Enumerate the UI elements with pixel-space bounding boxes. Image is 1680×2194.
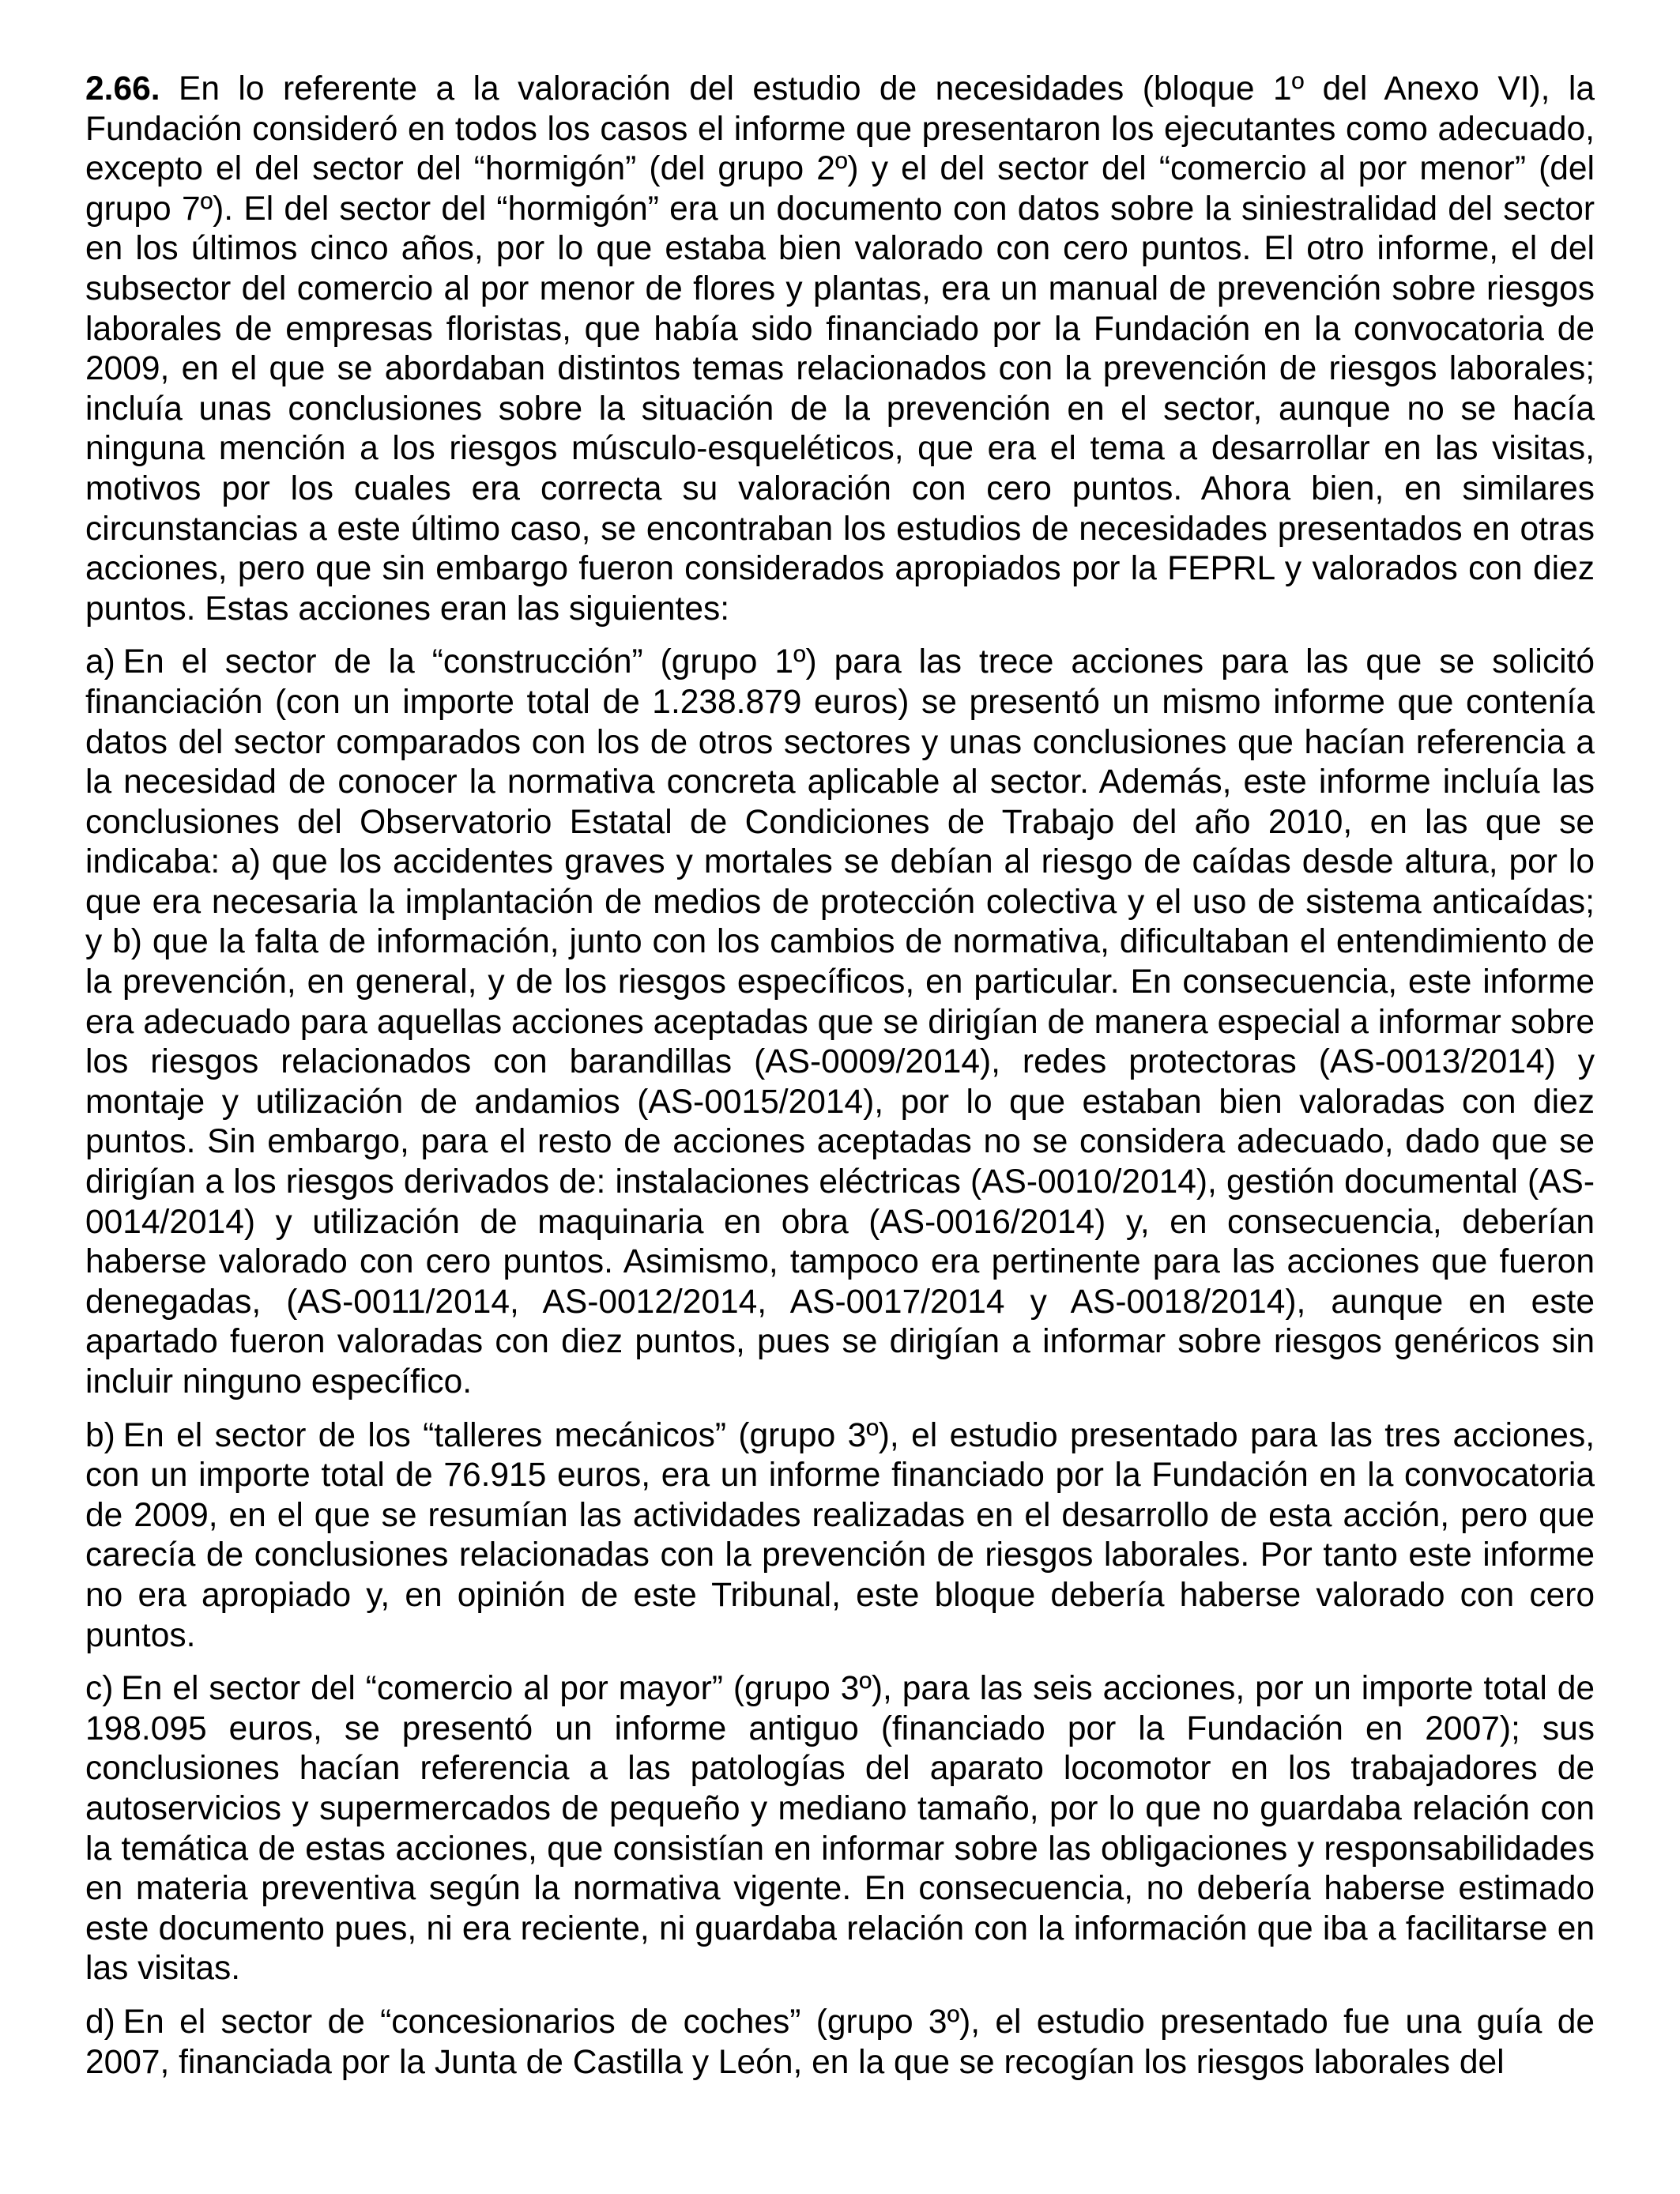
- list-item-c: [85, 1669, 1595, 1989]
- paragraph-2-66: [85, 70, 1595, 629]
- list-item-label: b): [85, 1416, 115, 1454]
- paragraph-number: 2.66.: [85, 70, 160, 107]
- list-item-b: [85, 1416, 1595, 1657]
- list-item-label: a): [85, 643, 115, 681]
- list-item-text: En el sector de los “talleres mecánicos” (grupo 3º), el estudio presentado para las tres acciones, con un importe total de 76.915 euros, era un informe financiado por la Fundación en la convocatoria de 2009, en el que se resumían las actividades realizadas en el desarrollo de esta acción, pero que carecía de conclusiones relacionadas con la prevención de riesgos laborales. Por tanto este informe no era apropiado y, en opinión de este Tribunal, este bloque debería haberse valorado con cero puntos.: [85, 1416, 1595, 1654]
- paragraph-intro-text: En lo referente a la valoración del estudio de necesidades (bloque 1º del Anexo VI), la Fundación consideró en todos los casos el informe que presentaron los ejecutantes como adecuado, excepto el del sector del “hormigón” (del grupo 2º) y el del sector del “comercio al por menor” (del grupo 7º). El del sector del “hormigón” era un documento con datos sobre la siniestralidad del sector en los últimos cinco años, por lo que estaba bien valorado con cero puntos. El otro informe, el del subsector del comercio al por menor de flores y plantas, era un manual de prevención sobre riesgos laborales de empresas floristas, que había sido financiado por la Fundación en la convocatoria de 2009, en el que se abordaban distintos temas relacionados con la prevención de riesgos laborales; incluía unas conclusiones sobre la situación de la prevención en el sector, aunque no se hacía ninguna mención a los riesgos músculo-esqueléticos, que era el tema a desarrollar en las visitas, motivos por los cuales era correcta su valoración con cero puntos. Ahora bien, en similares circunstancias a este último caso, se encontraban los estudios de necesidades presentados en otras acciones, pero que sin embargo fueron considerados apropiados por la FEPRL y valorados con diez puntos. Estas acciones eran las siguientes:: [85, 70, 1595, 628]
- list-item-label: d): [85, 2003, 115, 2041]
- list-item-text: En el sector de la “construcción” (grupo 1º) para las trece acciones para las que se solicitó financiación (con un importe total de 1.238.879 euros) se presentó un mismo informe que contenía datos del sector comparados con los de otros sectores y unas conclusiones que hacían referencia a la necesidad de conocer la normativa concreta aplicable al sector. Además, este informe incluía las conclusiones del Observatorio Estatal de Condiciones de Trabajo del año 2010, en las que se indicaba: a) que los accidentes graves y mortales se debían al riesgo de caídas desde altura, por lo que era necesaria la implantación de medios de protección colectiva y el uso de sistema anticaídas; y b) que la falta de información, junto con los cambios de normativa, dificultaban el entendimiento de la prevención, en general, y de los riesgos específicos, en particular. En consecuencia, este informe era adecuado para aquellas acciones aceptadas que se dirigían de manera especial a informar sobre los riesgos relacionados con barandillas (AS-0009/2014), redes protectoras (AS-0013/2014) y montaje y utilización de andamios (AS-0015/2014), por lo que estaban bien valoradas con diez puntos. Sin embargo, para el resto de acciones aceptadas no se considera adecuado, dado que se dirigían a los riesgos derivados de: instalaciones eléctricas (AS-0010/2014), gestión documental (AS-0014/2014) y utilización de maquinaria en obra (AS-0016/2014) y, en consecuencia, deberían haberse valorado con cero puntos. Asimismo, tampoco era pertinente para las acciones que fueron denegadas, (AS-0011/2014, AS-0012/2014, AS-0017/2014 y AS-0018/2014), aunque en este apartado fueron valoradas con diez puntos, pues se dirigían a informar sobre riesgos genéricos sin incluir ninguno específico.: [85, 643, 1595, 1400]
- list-item-text: En el sector de “concesionarios de coches” (grupo 3º), el estudio presentado fue una guía de 2007, financiada por la Junta de Castilla y León, en la que se recogían los riesgos laborales del: [85, 2003, 1595, 2081]
- list-item-d: [85, 2003, 1595, 2083]
- list-item-label: c): [85, 1670, 114, 1708]
- list-item-text: En el sector del “comercio al por mayor” (grupo 3º), para las seis acciones, por un importe total de 198.095 euros, se presentó un informe antiguo (financiado por la Fundación en 2007); sus conclusiones hacían referencia a las patologías del aparato locomotor en los trabajadores de autoservicios y supermercados de pequeño y mediano tamaño, por lo que no guardaba relación con la temática de estas acciones, que consistían en informar sobre las obligaciones y responsabilidades en materia preventiva según la normativa vigente. En consecuencia, no debería haberse estimado este documento pues, ni era reciente, ni guardaba relación con la información que iba a facilitarse en las visitas.: [85, 1670, 1595, 1988]
- document-page: [85, 70, 1595, 2096]
- list-item-a: [85, 643, 1595, 1402]
